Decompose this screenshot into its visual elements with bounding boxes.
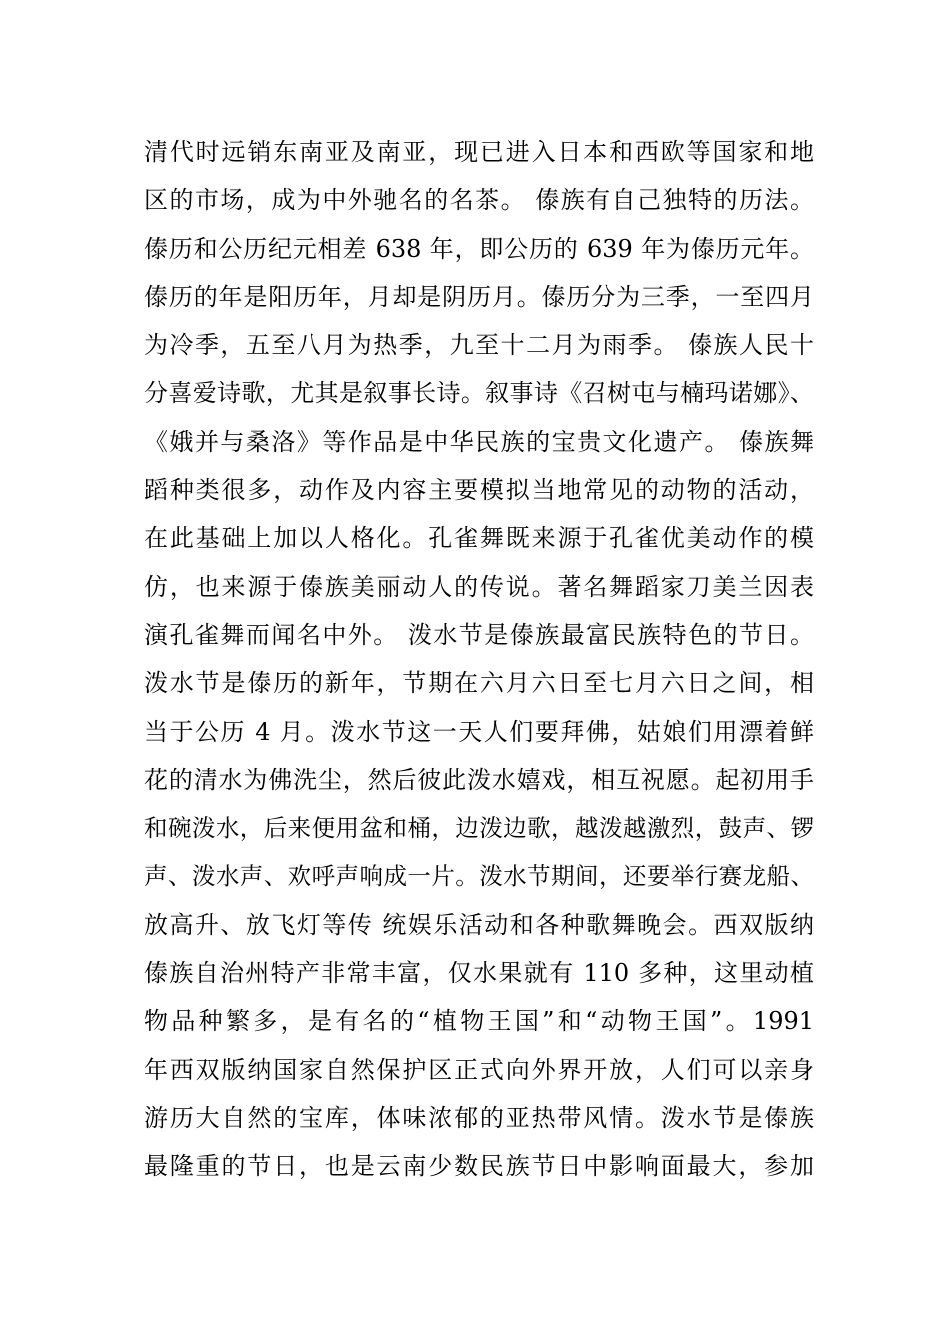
text-line: 《娥并与桑洛》等作品是中华民族的宝贵文化遗产。 傣族舞 xyxy=(144,427,814,456)
text-line: 区的市场，成为中外驰名的名茶。 傣族有自己独特的历法。 xyxy=(144,186,814,215)
text-line: 声、泼水声、欢呼声响成一片。泼水节期间，还要举行赛龙船、 xyxy=(144,862,814,891)
body-text xyxy=(144,128,814,1191)
text-line: 演孔雀舞而闻名中外。 泼水节是傣族最富民族特色的节日。 xyxy=(144,620,814,649)
text-line: 清代时远销东南亚及南亚，现已进入日本和西欧等国家和地 xyxy=(144,138,814,166)
text-line: 花的清水为佛洗尘，然后彼此泼水嬉戏，相互祝愿。起初用手 xyxy=(144,765,814,794)
text-line: 傣族自治州特产非常丰富，仅水果就有 110 多种，这里动植 xyxy=(144,959,814,988)
text-line: 分喜爱诗歌，尤其是叙事长诗。叙事诗《召树屯与楠玛诺娜》、 xyxy=(144,379,814,408)
text-line: 为冷季，五至八月为热季，九至十二月为雨季。 傣族人民十 xyxy=(144,331,814,360)
text-line: 仿，也来源于傣族美丽动人的传说。著名舞蹈家刀美兰因表 xyxy=(144,572,814,601)
text-line: 放高升、放飞灯等传 统娱乐活动和各种歌舞晚会。西双版纳 xyxy=(144,910,814,939)
text-line: 傣历和公历纪元相差 638 年，即公历的 639 年为傣历元年。 xyxy=(144,234,814,263)
text-line: 傣历的年是阳历年，月却是阴历月。傣历分为三季，一至四月 xyxy=(144,282,814,311)
text-line: 最隆重的节日，也是云南少数民族节日中影响面最大，参加 xyxy=(144,1152,814,1181)
text-line: 和碗泼水，后来便用盆和桶，边泼边歌，越泼越激烈，鼓声、锣 xyxy=(144,814,814,843)
text-line: 物品种繁多，是有名的“植物王国”和“动物王国”。1991 xyxy=(144,1007,814,1036)
text-line: 年西双版纳国家自然保护区正式向外界开放，人们可以亲身 xyxy=(144,1055,814,1084)
text-line: 在此基础上加以人格化。孔雀舞既来源于孔雀优美动作的模 xyxy=(144,524,814,553)
text-line: 游历大自然的宝库，体味浓郁的亚热带风情。泼水节是傣族 xyxy=(144,1103,814,1132)
text-line: 当于公历 4 月。泼水节这一天人们要拜佛，姑娘们用漂着鲜 xyxy=(144,717,814,746)
text-line: 蹈种类很多，动作及内容主要模拟当地常见的动物的活动， xyxy=(144,476,814,505)
text-line: 泼水节是傣历的新年，节期在六月六日至七月六日之间，相 xyxy=(144,669,814,698)
